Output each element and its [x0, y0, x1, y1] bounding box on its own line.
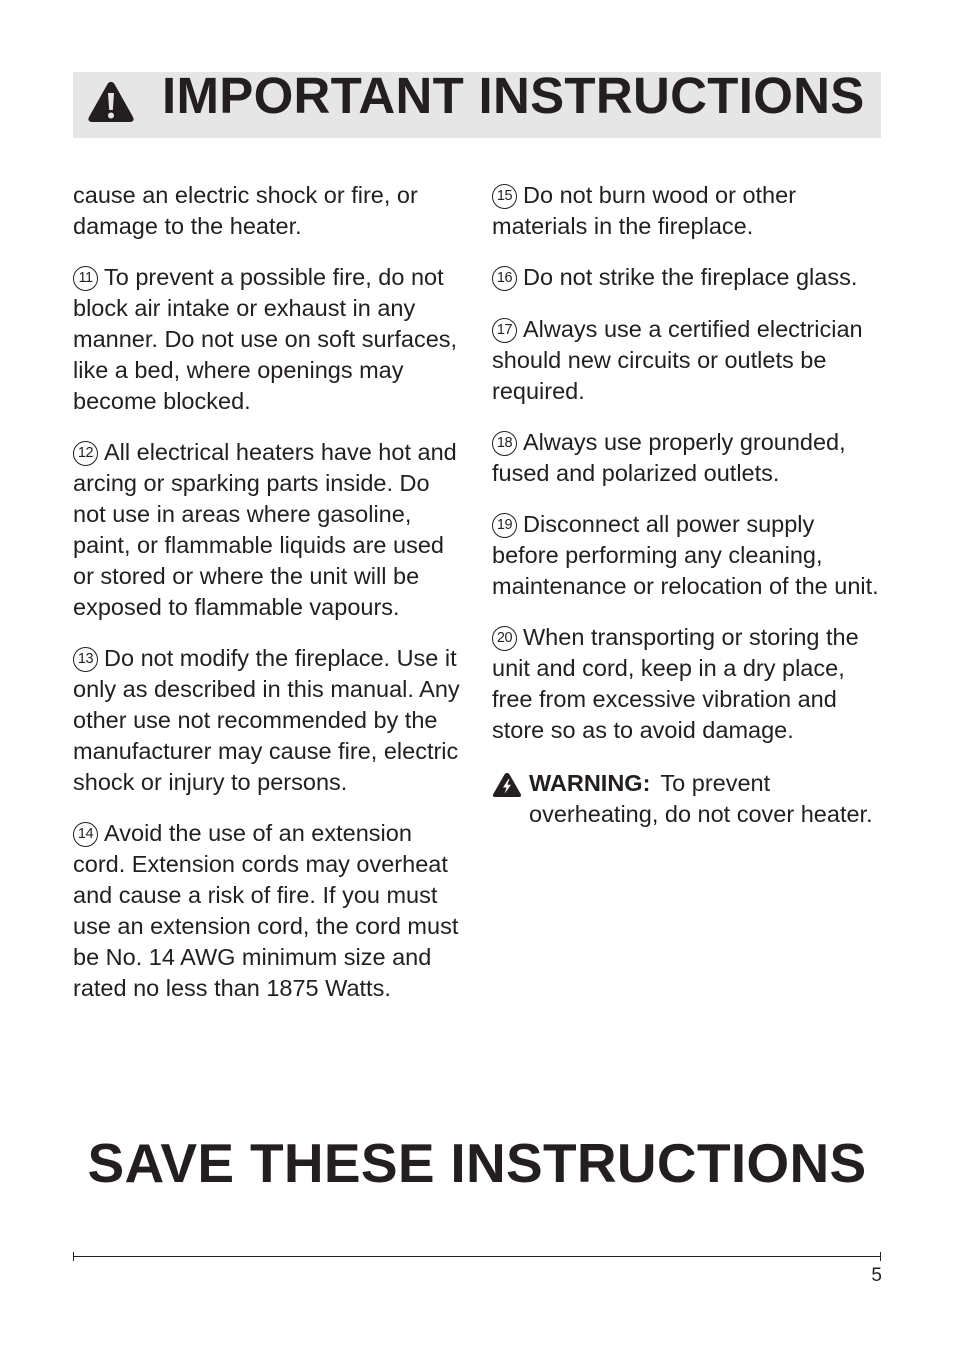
warning-note	[492, 768, 882, 830]
instruction-text: Do not burn wood or other materials in the fireplace.	[492, 182, 797, 239]
page-number: 5	[871, 1265, 882, 1286]
item-number-badge: 18	[492, 431, 517, 456]
item-number-badge: 17	[492, 318, 517, 343]
continuation-text: cause an electric shock or fire, or damage to the heater.	[73, 182, 418, 239]
instruction-text: Avoid the use of an extension cord. Extension cords may overheat and cause a risk of fire. If you must use an extension cord, the cord must be No. 14 AWG minimum size and rated no less than 1875 Watts.	[73, 820, 459, 1001]
item-number-badge: 12	[73, 441, 98, 466]
warning-label: WARNING:	[529, 770, 651, 797]
instruction-item	[73, 818, 465, 1003]
item-number-badge: 11	[73, 266, 98, 291]
instruction-item	[73, 262, 465, 417]
header-band	[73, 67, 881, 138]
instruction-item	[73, 437, 465, 622]
item-number-badge: 15	[492, 184, 517, 209]
footer-divider-tick-left	[73, 1252, 74, 1261]
warning-triangle-icon	[87, 80, 135, 124]
item-number-badge: 13	[73, 647, 98, 672]
instruction-text: Always use a certified electrician should new circuits or outlets be required.	[492, 315, 863, 404]
instruction-text: All electrical heaters have hot and arcing or sparking parts inside. Do not use in areas where gasoline, paint, or flammable liquids are used or stored or where the unit will be exposed to flammable vapours.	[73, 439, 457, 620]
instruction-item	[492, 180, 882, 242]
save-instructions-title: SAVE THESE INSTRUCTIONS	[87, 1132, 867, 1194]
right-column	[492, 180, 882, 830]
item-number-badge: 19	[492, 513, 517, 538]
instruction-text: Do not modify the fireplace. Use it only as described in this manual. Any other use not recommended by the manufacturer may cause fire, electric shock or injury to persons.	[73, 645, 460, 795]
left-column	[73, 180, 465, 1024]
item-number-badge: 20	[492, 626, 517, 651]
instruction-text: To prevent a possible fire, do not block air intake or exhaust in any manner. Do not use on soft surfaces, like a bed, where openings may become blocked.	[73, 264, 458, 414]
instruction-text: When transporting or storing the unit and cord, keep in a dry place, free from excessive vibration and store so as to avoid damage.	[492, 624, 859, 744]
warning-text: To prevent overheating, do not cover heater.	[529, 770, 873, 827]
instruction-text: Disconnect all power supply before performing any cleaning, maintenance or relocation of the unit.	[492, 511, 879, 600]
instruction-item	[492, 509, 882, 602]
instruction-item	[73, 643, 465, 798]
instruction-item	[492, 314, 882, 407]
instruction-item	[492, 622, 882, 746]
item-number-badge: 16	[492, 266, 517, 291]
instruction-item	[492, 262, 882, 293]
footer-divider	[73, 1256, 881, 1257]
footer-divider-tick-right	[880, 1252, 881, 1261]
item-number-badge: 14	[73, 822, 98, 847]
instruction-text: Do not strike the fireplace glass.	[523, 264, 858, 291]
instruction-item	[492, 427, 882, 489]
instruction-text: Always use properly grounded, fused and polarized outlets.	[492, 428, 846, 486]
page-title: IMPORTANT INSTRUCTIONS	[162, 67, 865, 124]
electrical-hazard-icon	[492, 772, 522, 798]
